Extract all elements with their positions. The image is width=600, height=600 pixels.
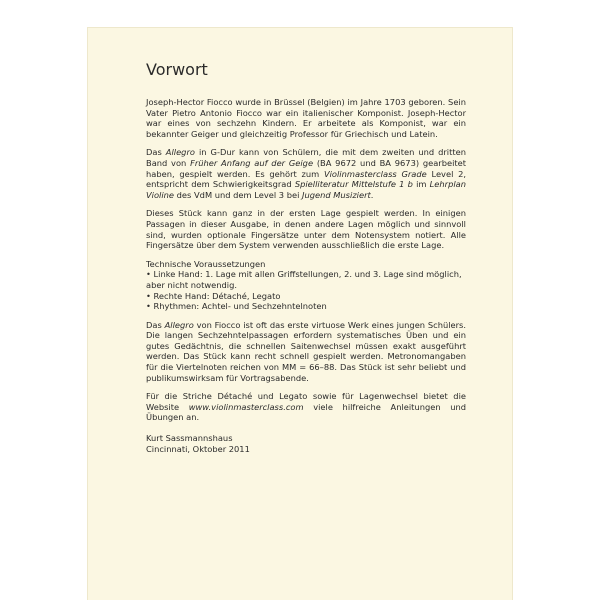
italic-competition-name: Jugend Musiziert — [302, 189, 371, 200]
document-page — [88, 28, 512, 600]
list-item: • Linke Hand: 1. Lage mit allen Griffstellungen, 2. und 3. Lage sind möglich, aber nicht notwendig. — [146, 269, 462, 290]
text-run: viele hilfreiche Anleitungen und Übungen an. — [146, 401, 467, 423]
italic-grade-name: Violinmasterclass Grade — [323, 168, 427, 179]
text-run: Level 2, entspricht dem Schwierigkeitsgrad — [146, 168, 467, 190]
paragraph-performance — [146, 320, 466, 384]
text-run: Das — [146, 147, 166, 158]
text-run: Für die Striche Détaché und Legato sowie für Lagenwechsel bietet die Website — [146, 391, 466, 412]
italic-title-allegro: Allegro — [165, 147, 195, 158]
text-run: Das — [146, 319, 165, 330]
signature-block — [146, 433, 466, 454]
text-run: im — [412, 179, 430, 190]
text-run: von Fiocco ist oft das erste virtuose Werk eines jungen Schülers. Die langen Sechzehntelpassagen erfordern systematisches Üben und ein gutes Gedächtnis, die schnellen Saitenwechsel müssen exakt ausgeführt werden. Das Stück kann recht schnell gespielt werden. Metronomangaben für die Viertelnoten reichen von MM = 66–88. Das Stück ist sehr beliebt und publikumswirksam für Vortragsabende. — [146, 319, 466, 383]
technical-requirements — [146, 259, 466, 312]
italic-book-title: Früher Anfang auf der Geige — [190, 157, 314, 168]
italic-title-allegro: Allegro — [164, 319, 194, 330]
italic-curriculum-name: Lehrplan Violine — [146, 179, 466, 200]
paragraph-positions: Dieses Stück kann ganz in der ersten Lage gespielt werden. In einigen Passagen in dieser Ausgabe, in denen andere Lagen möglich und sinnvoll sind, wurden optionale Fingersätze unter dem Notensystem notiert. Alle Fingersätze über dem System verwenden ausschließlich die erste Lage. — [146, 208, 466, 251]
paragraph-biography: Joseph-Hector Fiocco wurde in Brüssel (Belgien) im Jahre 1703 geboren. Sein Vater Pietro Antonio Fiocco war ein italienischer Komponist. Joseph-Hector war eines von sechzehn Kindern. Er arbeitete als Komponist, war ein bekannter Geiger und gleichzeitig Professor für Griechisch und Latein. — [146, 97, 466, 139]
author-name: Kurt Sassmannshaus — [146, 433, 233, 444]
page-title: Vorwort — [146, 60, 208, 79]
text-run: (BA 9672 und BA 9673) gearbeitet haben, gespielt werden. Es gehört zum — [146, 157, 466, 179]
text-run: . — [370, 189, 374, 200]
paragraph-level-info — [146, 147, 466, 200]
place-date: Cincinnati, Oktober 2011 — [146, 443, 250, 454]
italic-level-name: Spielliteratur Mittelstufe 1 b — [294, 179, 413, 190]
technical-requirements-heading: Technische Voraussetzungen — [146, 258, 266, 269]
website-link[interactable]: www.violinmasterclass.com — [188, 401, 304, 412]
list-item: • Rechte Hand: Détaché, Legato — [146, 290, 281, 301]
text-run: in G-Dur kann von Schülern, die mit dem zweiten und dritten Band von — [146, 147, 466, 168]
text-run: des VdM und dem Level 3 bei — [174, 189, 303, 200]
list-item: • Rhythmen: Achtel- und Sechzehntelnoten — [146, 301, 327, 312]
preface-content — [146, 61, 466, 454]
paragraph-website — [146, 391, 466, 423]
